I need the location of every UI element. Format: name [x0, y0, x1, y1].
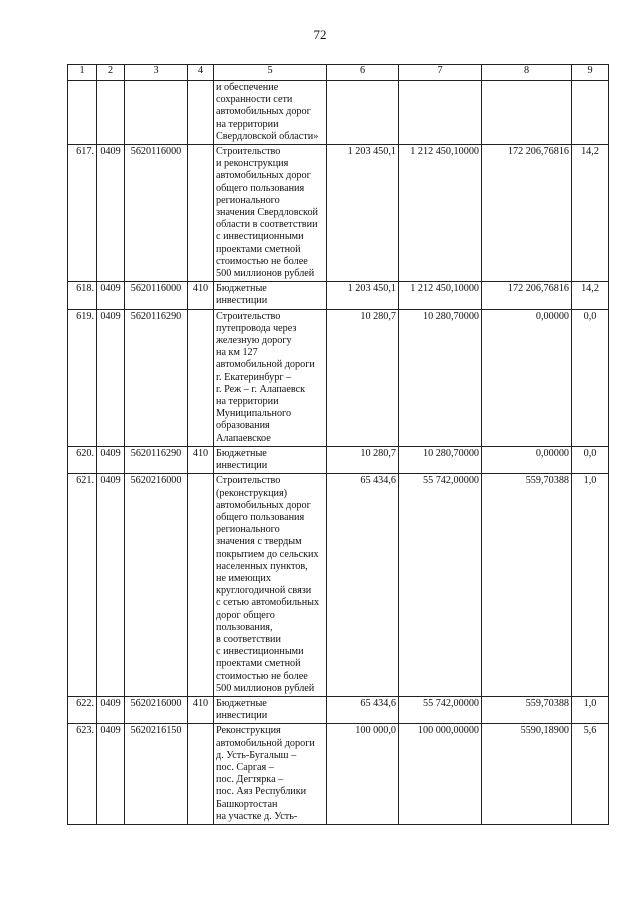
- planned-amount: 1 203 450,1: [327, 145, 399, 282]
- planned-amount: [327, 81, 399, 145]
- expense-type-code: [188, 309, 214, 446]
- execution-percent: 14,2: [572, 145, 609, 282]
- target-code: 5620216000: [125, 696, 188, 723]
- row-number: 621.: [68, 474, 97, 697]
- planned-amount: 1 203 450,1: [327, 282, 399, 309]
- column-header: 3: [125, 65, 188, 81]
- expense-type-code: [188, 724, 214, 825]
- expense-type-code: 410: [188, 696, 214, 723]
- execution-percent: 0,0: [572, 309, 609, 446]
- target-code: 5620116000: [125, 282, 188, 309]
- item-name-text: Бюджетные инвестиции: [216, 447, 268, 472]
- refined-amount: 55 742,00000: [399, 696, 482, 723]
- section-code: 0409: [97, 474, 125, 697]
- expense-type-code: [188, 474, 214, 697]
- table-row: [68, 474, 609, 697]
- executed-amount: 172 206,76816: [482, 282, 572, 309]
- planned-amount: 10 280,7: [327, 309, 399, 446]
- refined-amount: 10 280,70000: [399, 446, 482, 473]
- row-number: 620.: [68, 446, 97, 473]
- row-number: 618.: [68, 282, 97, 309]
- target-code: 5620116000: [125, 145, 188, 282]
- execution-percent: 1,0: [572, 696, 609, 723]
- item-name: [214, 724, 327, 825]
- execution-percent: [572, 81, 609, 145]
- section-code: 0409: [97, 145, 125, 282]
- target-code: [125, 81, 188, 145]
- executed-amount: 559,70388: [482, 474, 572, 697]
- table-row: [68, 282, 609, 309]
- planned-amount: 65 434,6: [327, 474, 399, 697]
- section-code: 0409: [97, 282, 125, 309]
- column-header: 7: [399, 65, 482, 81]
- table-row: [68, 81, 609, 145]
- refined-amount: 100 000,00000: [399, 724, 482, 825]
- column-header: 1: [68, 65, 97, 81]
- column-header: 6: [327, 65, 399, 81]
- execution-percent: 0,0: [572, 446, 609, 473]
- table-row: [68, 696, 609, 723]
- budget-table: [67, 64, 609, 825]
- refined-amount: 1 212 450,10000: [399, 282, 482, 309]
- planned-amount: 10 280,7: [327, 446, 399, 473]
- refined-amount: [399, 81, 482, 145]
- item-name-text: Строительство путепровода через железную дорогу на км 127 автомобильной дороги г. Екатеринбург – г. Реж – г. Алапаевск на территории Муниципального образования Алапаевское: [216, 310, 315, 444]
- section-code: 0409: [97, 446, 125, 473]
- item-name-text: Бюджетные инвестиции: [216, 697, 268, 722]
- row-number: 617.: [68, 145, 97, 282]
- page-number: 72: [313, 27, 327, 42]
- executed-amount: 5590,18900: [482, 724, 572, 825]
- expense-type-code: 410: [188, 282, 214, 309]
- item-name-text: Реконструкция автомобильной дороги д. Усть-Бугалыш – пос. Саргая – пос. Дегтярка – пос. Аяз Республики Башкортостан на участке д. Усть-: [216, 725, 315, 822]
- table-row: [68, 446, 609, 473]
- item-name-text: и обеспечение сохранности сети автомобильных дорог на территории Свердловской области»: [216, 82, 319, 142]
- execution-percent: 5,6: [572, 724, 609, 825]
- row-number: [68, 81, 97, 145]
- item-name: [214, 145, 327, 282]
- executed-amount: [482, 81, 572, 145]
- table-row: [68, 724, 609, 825]
- refined-amount: 10 280,70000: [399, 309, 482, 446]
- row-number: 623.: [68, 724, 97, 825]
- section-code: 0409: [97, 309, 125, 446]
- refined-amount: 1 212 450,10000: [399, 145, 482, 282]
- target-code: 5620216000: [125, 474, 188, 697]
- row-number: 619.: [68, 309, 97, 446]
- table-header-row: [68, 65, 609, 81]
- column-header: 5: [214, 65, 327, 81]
- table-row: [68, 145, 609, 282]
- target-code: 5620116290: [125, 446, 188, 473]
- item-name: [214, 282, 327, 309]
- expense-type-code: [188, 145, 214, 282]
- column-header: 4: [188, 65, 214, 81]
- table-row: [68, 309, 609, 446]
- target-code: 5620116290: [125, 309, 188, 446]
- item-name-text: Бюджетные инвестиции: [216, 283, 268, 307]
- expense-type-code: [188, 81, 214, 145]
- column-header: 2: [97, 65, 125, 81]
- row-number: 622.: [68, 696, 97, 723]
- section-code: 0409: [97, 696, 125, 723]
- item-name: [214, 474, 327, 697]
- refined-amount: 55 742,00000: [399, 474, 482, 697]
- target-code: 5620216150: [125, 724, 188, 825]
- executed-amount: 0,00000: [482, 446, 572, 473]
- planned-amount: 65 434,6: [327, 696, 399, 723]
- section-code: 0409: [97, 724, 125, 825]
- execution-percent: 14,2: [572, 282, 609, 309]
- expense-type-code: 410: [188, 446, 214, 473]
- item-name-text: Строительство (реконструкция) автомобильных дорог общего пользования регионального значения с твердым покрытием до сельских населенных пунктов, не имеющих круглогодичной связи с сетью автомобильных дорог общего пользования, в соответствии с инвестиционными проектами сметной стоимостью не более 500 миллионов рублей: [216, 475, 320, 694]
- item-name: [214, 309, 327, 446]
- column-header: 9: [572, 65, 609, 81]
- item-name: [214, 81, 327, 145]
- executed-amount: 559,70388: [482, 696, 572, 723]
- table-body: [68, 81, 609, 825]
- item-name-text: Строительство и реконструкция автомобильных дорог общего пользования регионального значения Свердловской области в соответствии с инвестиционными проектами сметной стоимостью не более 500 миллионов рублей: [216, 146, 319, 280]
- section-code: [97, 81, 125, 145]
- planned-amount: 100 000,0: [327, 724, 399, 825]
- item-name: [214, 696, 327, 723]
- executed-amount: 172 206,76816: [482, 145, 572, 282]
- item-name: [214, 446, 327, 473]
- column-header: 8: [482, 65, 572, 81]
- executed-amount: 0,00000: [482, 309, 572, 446]
- execution-percent: 1,0: [572, 474, 609, 697]
